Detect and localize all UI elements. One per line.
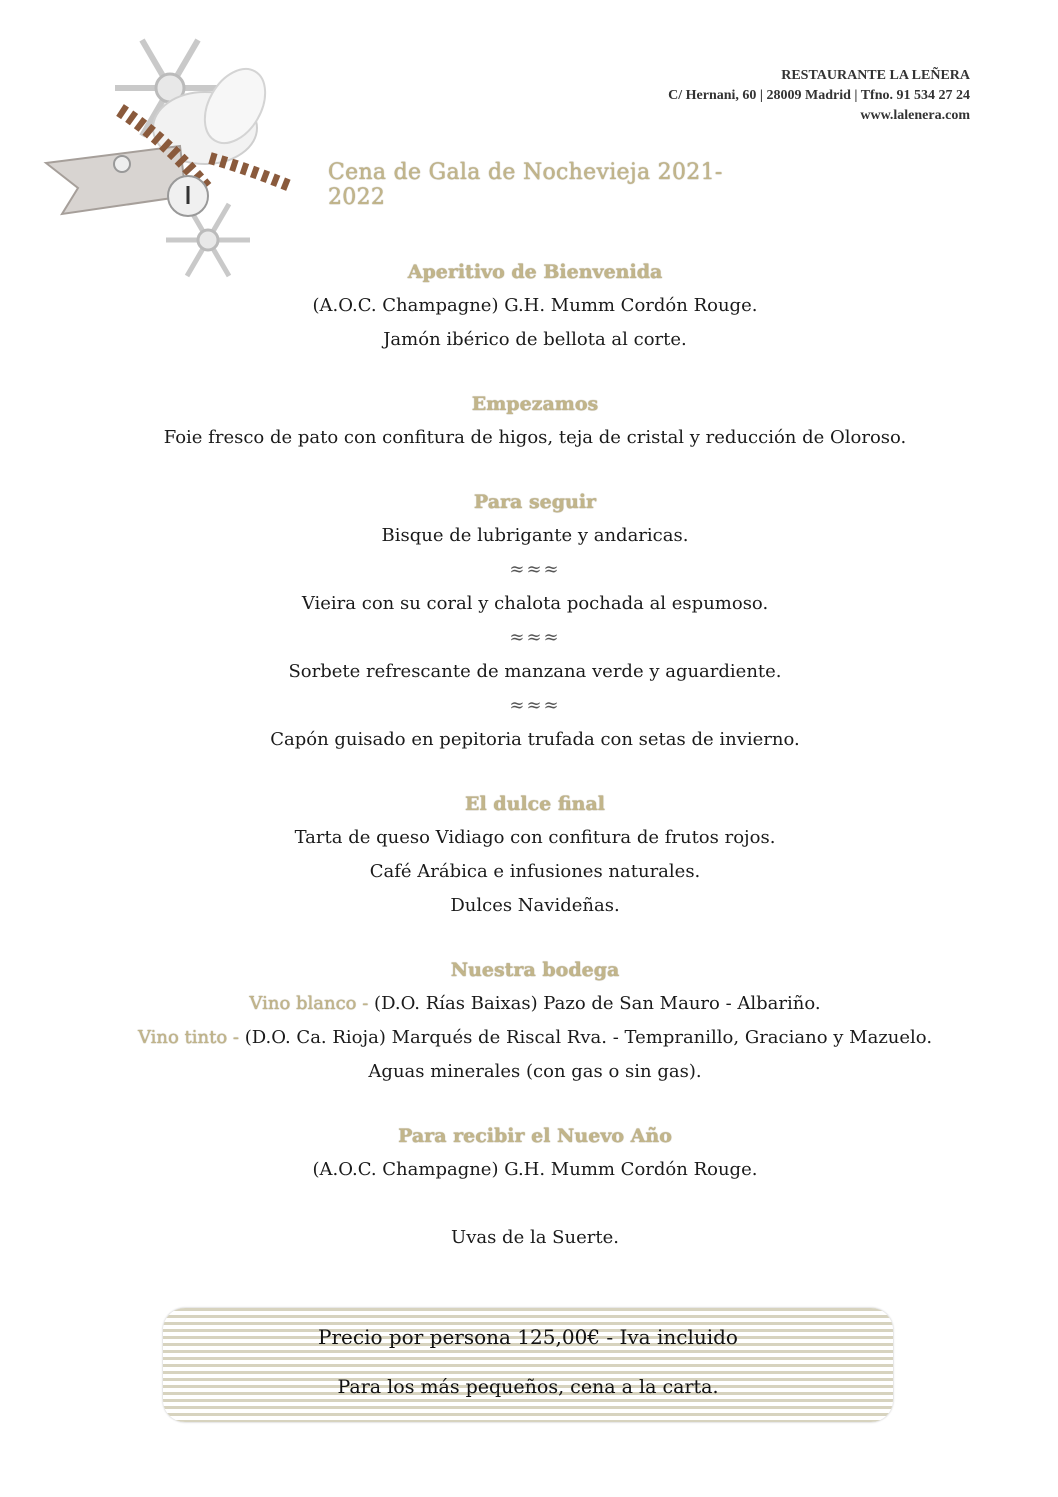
price-per-person: Precio por persona 125,00€ - Iva incluido <box>318 1325 738 1349</box>
restaurant-address: C/ Hernani, 60 | 28009 Madrid | Tfno. 91 534 27 24 <box>668 88 970 103</box>
menu-item: Tarta de queso Vidiago con confitura de frutos rojos. <box>294 827 776 848</box>
price-box <box>163 1308 893 1422</box>
section-title: Para seguir <box>473 491 597 513</box>
kids-note: Para los más pequeños, cena a la carta. <box>337 1376 719 1398</box>
christmas-ornament-decoration <box>40 18 300 288</box>
separator: ≈≈≈ <box>509 627 561 648</box>
spacer <box>0 1187 1058 1221</box>
section-title: El dulce final <box>464 793 606 815</box>
section-empezamos <box>0 387 1058 455</box>
menu-item: (A.O.C. Champagne) G.H. Mumm Cordón Rouge. <box>312 1159 758 1180</box>
wine-white <box>0 987 1058 1021</box>
menu-item: Sorbete refrescante de manzana verde y aguardiente. <box>288 661 782 682</box>
section-title: Aperitivo de Bienvenida <box>407 261 663 283</box>
menu-item: Bisque de lubrigante y andaricas. <box>381 525 689 546</box>
menu-item: Dulces Navideñas. <box>450 895 620 916</box>
separator: ≈≈≈ <box>509 695 561 716</box>
section-aperitivo <box>0 255 1058 357</box>
menu-item: Capón guisado en pepitoria trufada con setas de invierno. <box>270 729 800 750</box>
menu-item: Vieira con su coral y chalota pochada al espumoso. <box>301 593 769 614</box>
restaurant-website: www.lalenera.com <box>860 108 970 123</box>
restaurant-header <box>668 66 970 126</box>
menu-item: Café Arábica e infusiones naturales. <box>369 861 701 882</box>
section-para-seguir <box>0 485 1058 757</box>
menu-content <box>0 255 1058 1285</box>
section-bodega <box>0 953 1058 1089</box>
wine-red-text: (D.O. Ca. Rioja) Marqués de Riscal Rva. - Tempranillo, Graciano y Mazuelo. <box>239 1027 933 1048</box>
separator: ≈≈≈ <box>509 559 561 580</box>
menu-item: (A.O.C. Champagne) G.H. Mumm Cordón Rouge. <box>312 295 758 316</box>
wine-white-label: Vino blanco - <box>249 993 369 1014</box>
wine-red-label: Vino tinto - <box>137 1027 240 1048</box>
menu-item: Aguas minerales (con gas o sin gas). <box>368 1061 702 1082</box>
section-nuevo-ano <box>0 1119 1058 1255</box>
restaurant-name: RESTAURANTE LA LEÑERA <box>781 68 970 83</box>
wine-white-text: (D.O. Rías Baixas) Pazo de San Mauro - Albariño. <box>368 993 821 1014</box>
wine-red <box>0 1021 1058 1055</box>
section-title: Nuestra bodega <box>450 959 620 981</box>
menu-item: Jamón ibérico de bellota al corte. <box>383 329 687 350</box>
menu-title: Cena de Gala de Nochevieja 2021-2022 <box>328 160 723 210</box>
section-title: Empezamos <box>471 393 599 415</box>
section-title: Para recibir el Nuevo Año <box>398 1125 672 1147</box>
menu-item: Uvas de la Suerte. <box>451 1227 619 1248</box>
section-dulce-final <box>0 787 1058 923</box>
menu-item: Foie fresco de pato con confitura de higos, teja de cristal y reducción de Oloroso. <box>163 427 907 448</box>
